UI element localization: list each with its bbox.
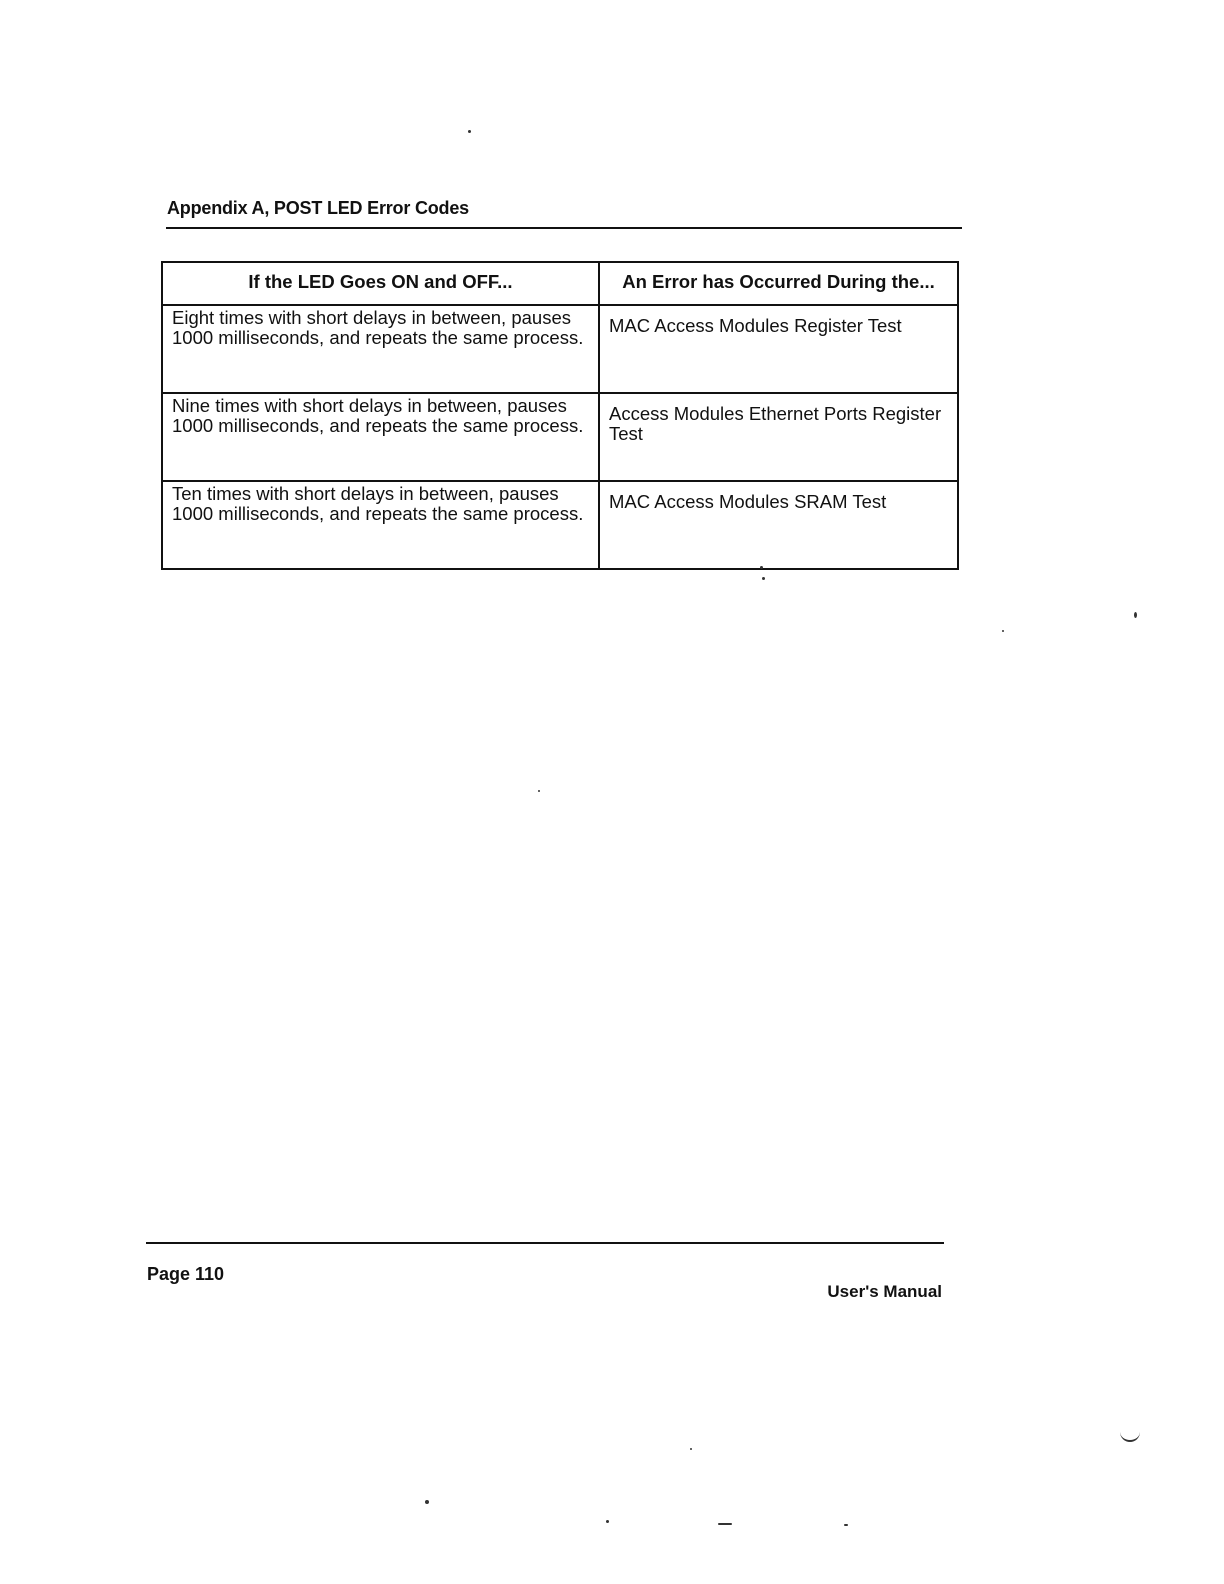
- led-pattern-cell: Eight times with short delays in between, pauses 1000 milliseconds, and repeats the same process.: [162, 305, 599, 393]
- led-pattern-cell: Nine times with short delays in between, pauses 1000 milliseconds, and repeats the same process.: [162, 393, 599, 481]
- scan-speck: [606, 1520, 609, 1523]
- scan-speck: [1002, 630, 1004, 632]
- table-header-row: [162, 262, 958, 305]
- table-row: [162, 305, 958, 393]
- scan-speck: [425, 1500, 429, 1504]
- scan-speck: [690, 1448, 692, 1450]
- page-footer: [146, 1242, 944, 1304]
- footer-row: [146, 1244, 944, 1304]
- led-error-code-table: [161, 261, 959, 570]
- manual-name: User's Manual: [827, 1282, 942, 1301]
- error-test-cell: Access Modules Ethernet Ports Register Test: [599, 393, 958, 481]
- scan-speck: [760, 566, 763, 569]
- scan-speck: [718, 1523, 732, 1525]
- header-divider: [166, 227, 962, 229]
- scan-speck: [538, 790, 540, 792]
- column-header-error-test: An Error has Occurred During the...: [599, 262, 958, 305]
- table-row: [162, 481, 958, 569]
- scan-speck: [844, 1524, 848, 1526]
- error-test-cell: MAC Access Modules Register Test: [599, 305, 958, 393]
- scan-speck: [1120, 1430, 1140, 1442]
- scan-speck: [1134, 612, 1137, 618]
- scan-speck: [468, 130, 471, 133]
- led-pattern-cell: Ten times with short delays in between, pauses 1000 milliseconds, and repeats the same process.: [162, 481, 599, 569]
- page-header: [166, 198, 962, 229]
- led-error-table-container: [161, 261, 957, 570]
- table-row: [162, 393, 958, 481]
- column-header-led-pattern: If the LED Goes ON and OFF...: [162, 262, 599, 305]
- error-test-cell: MAC Access Modules SRAM Test: [599, 481, 958, 569]
- scan-speck: [762, 577, 765, 580]
- page-header-title: Appendix A, POST LED Error Codes: [167, 198, 469, 218]
- page-number: Page 110: [147, 1264, 225, 1284]
